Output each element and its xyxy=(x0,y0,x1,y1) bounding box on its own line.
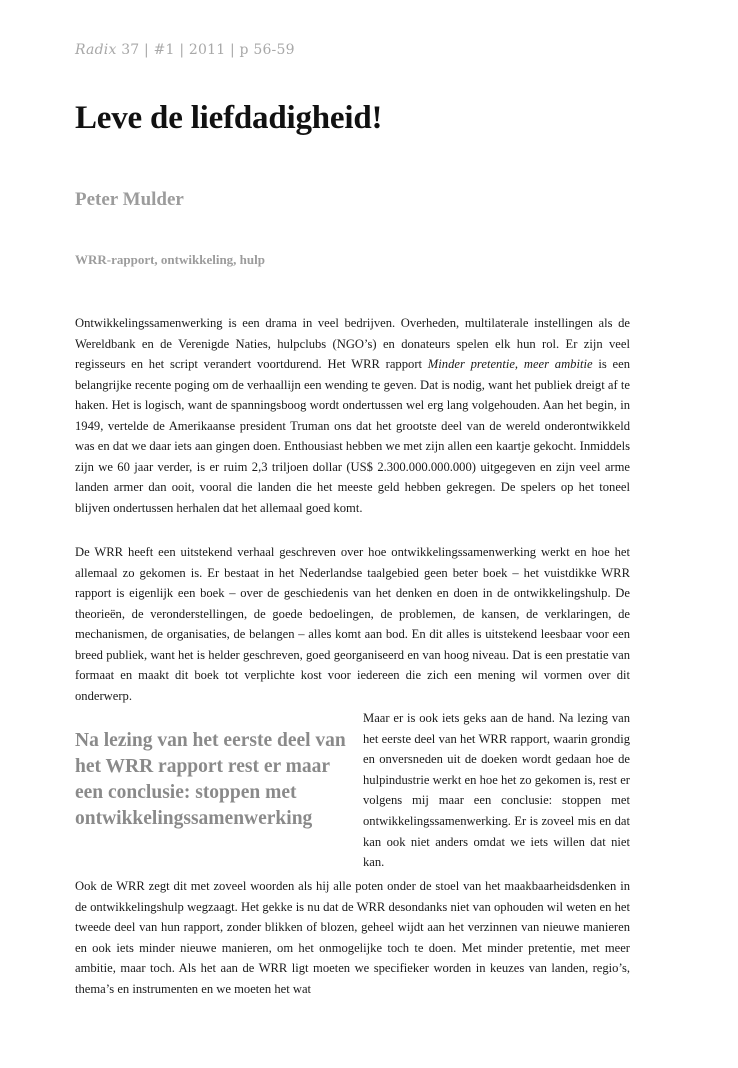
body-paragraph-3: Maar er is ook iets geks aan de hand. Na lezing van het eerste deel van het WRR rapport, waarin grondig en onversneden uit de doeken wordt gedaan hoe de hulpindustrie werkt en hoe het zo gekomen is, rest er volgens mij maar een conclusie: stoppen met ontwikkelingssamenwerking. Er is zoveel mis en dat kan ook niet anders omdat we iets willen dat niet kan. xyxy=(363,711,630,870)
article-keywords: WRR-rapport, ontwikkeling, hulp xyxy=(75,252,265,267)
paragraph-text: is een belangrijke recente poging om de verhaallijn een wending te geven. Dat is nodig, want het publiek dreigt af te haken. Het is logisch, want de spanningsboog wordt ondertussen wel erg lang volgehouden. Aan het begin, in 1949, vertelde de Amerikaanse president Truman ons dat het grootste deel van de wereld onderontwikkeld was en dat we daar iets aan gingen doen. Enthousiast hebben we met zijn allen een kaartje gekocht. Inmiddels zijn we 60 jaar verder, is er ruim 2,3 triljoen dollar (US$ 2.300.000.000.000) uitgegeven en zijn veel arme landen armer dan ooit, vooral die landen die het meeste geld hebben gekregen. De spelers op het toneel blijven ondertussen herhalen dat het allemaal goed komt. xyxy=(75,357,630,515)
journal-citation xyxy=(75,42,295,58)
pull-quote: Na lezing van het eerste deel van het WRR rapport rest er maar een conclusie: stoppen met ontwikkelingssamenwerking xyxy=(75,730,346,829)
body-paragraph-1 xyxy=(75,313,630,518)
issue-info: 37 | #1 | 2011 | p 56-59 xyxy=(116,42,295,58)
article-author: Peter Mulder xyxy=(75,189,184,210)
article-title: Leve de liefdadigheid! xyxy=(75,100,383,136)
journal-name: Radix xyxy=(75,42,117,58)
body-paragraph-2: De WRR heeft een uitstekend verhaal geschreven over hoe ontwikkelingssamenwerking werkt en hoe het allemaal zo gekomen is. Er bestaat in het Nederlandse taalgebied geen beter boek – het vuistdikke WRR rapport is eigenlijk een boek – over de geschiedenis van het denken en doen in de ontwikkelingshulp. De theorieën, de veronderstellingen, de goede bedoelingen, de problemen, de kansen, de verklaringen, de mechanismen, de organisaties, de belangen – alles komt aan bod. En dit alles is uitstekend leesbaar voor een breed publiek, want het is helder geschreven, goed georganiseerd en van hoog niveau. Dat is een prestatie van formaat en maakt dit boek tot verplichte kost voor iedereen die zich een mening wil vormen over dit onderwerp. xyxy=(75,545,630,703)
report-title-italic: Minder pretentie, meer ambitie xyxy=(427,357,593,371)
body-paragraph-4: Ook de WRR zegt dit met zoveel woorden als hij alle poten onder de stoel van het maakbaarheidsdenken in de ontwikkelingshulp wegzaagt. Het gekke is nu dat de WRR desondanks niet van ophouden wil weten en het tweede deel van hun rapport, zonder blikken of blozen, geheel wijdt aan het verzinnen van nieuwe manieren en ook iets minder nieuwe manieren, om het onmogelijke toch te doen. Met minder pretentie, met meer ambitie, maar toch. Als het aan de WRR ligt moeten we specifieker worden in keuzes van landen, regio’s, thema’s en instrumenten en we moeten het wat xyxy=(75,879,630,996)
paragraph-text: Ontwikkelingssamenwerking is een drama in veel bedrijven. Overheden, multilaterale instellingen als de Wereldbank en de Verenigde Naties, hulpclubs (NGO’s) en donateurs spelen elk hun rol. Er zijn veel regisseurs en het script verandert voortdurend. Het WRR rapport xyxy=(75,316,630,371)
